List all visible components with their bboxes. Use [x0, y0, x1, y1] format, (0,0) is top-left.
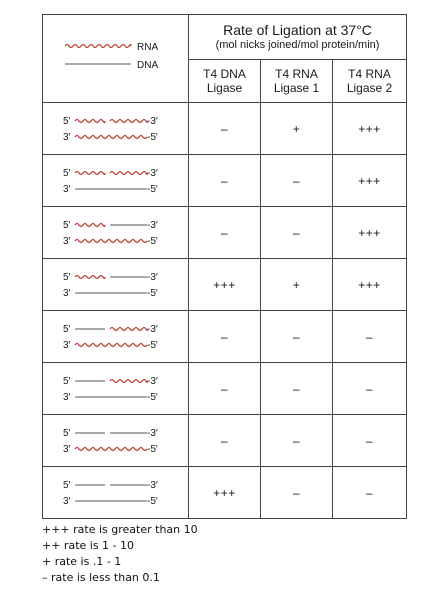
rate-key-line: ++ rate is 1 - 10 — [42, 539, 135, 552]
top-3prime-label: -3′ — [146, 167, 158, 179]
top-strand-segment-left — [75, 119, 105, 122]
table-row — [43, 363, 407, 415]
top-3prime-label: -3′ — [146, 427, 158, 439]
t4-rna-ligase-2-rate: – — [333, 467, 407, 519]
top-strand-segment-left — [75, 171, 105, 174]
duplex-diagram-cell — [43, 311, 189, 363]
t4-rna-ligase-2-rate: – — [333, 311, 407, 363]
duplex-diagram-cell — [43, 155, 189, 207]
bottom-5prime-label: -5′ — [146, 391, 158, 403]
top-strand-segment-left — [75, 275, 105, 278]
strand-legend — [43, 15, 189, 103]
table-body — [43, 103, 407, 519]
t4-dna-ligase-rate: – — [189, 363, 261, 415]
bottom-5prime-label: -5′ — [146, 443, 158, 455]
top-3prime-label: -3′ — [146, 323, 158, 335]
bottom-5prime-label: -5′ — [146, 131, 158, 143]
t4-dna-ligase-rate: +++ — [189, 467, 261, 519]
top-strand-segment-right — [110, 379, 147, 382]
duplex-diagram-cell — [43, 103, 189, 155]
t4-rna-ligase-1-rate: – — [261, 363, 333, 415]
t4-dna-ligase-rate: – — [189, 103, 261, 155]
rate-key — [42, 522, 198, 586]
t4-rna-ligase-1-rate: – — [261, 467, 333, 519]
t4-dna-ligase-rate: – — [189, 155, 261, 207]
t4-rna-ligase-1-rate: – — [261, 207, 333, 259]
bottom-strand — [75, 447, 147, 450]
table-row — [43, 415, 407, 467]
top-3prime-label: -3′ — [146, 375, 158, 387]
subtitle-text: (mol nicks joined/mol protein/min) — [215, 39, 380, 51]
bottom-5prime-label: -5′ — [146, 183, 158, 195]
t4-rna-ligase-1-rate: – — [261, 415, 333, 467]
title-text: Rate of Ligation at 37°C — [223, 22, 372, 38]
duplex-diagram — [61, 424, 171, 458]
top-5prime-label: 5′ — [62, 323, 70, 335]
top-5prime-label: 5′ — [62, 427, 70, 439]
t4-rna-ligase-2-rate: +++ — [333, 103, 407, 155]
t4-rna-ligase-1-rate: – — [261, 311, 333, 363]
top-3prime-label: -3′ — [146, 115, 158, 127]
table-row — [43, 311, 407, 363]
legend-rna-line — [65, 45, 131, 48]
top-5prime-label: 5′ — [62, 167, 70, 179]
duplex-diagram — [61, 268, 171, 302]
duplex-diagram-cell — [43, 467, 189, 519]
top-strand-segment-right — [110, 119, 147, 122]
table-row — [43, 207, 407, 259]
bottom-5prime-label: -5′ — [146, 339, 158, 351]
top-5prime-label: 5′ — [62, 115, 70, 127]
table-row — [43, 259, 407, 311]
duplex-diagram — [61, 216, 171, 250]
col-header-line2: Ligase — [206, 81, 243, 95]
duplex-diagram-cell — [43, 363, 189, 415]
duplex-diagram — [61, 164, 171, 198]
bottom-strand — [75, 239, 147, 242]
t4-rna-ligase-1-rate: – — [261, 155, 333, 207]
legend-svg — [61, 36, 171, 76]
bottom-5prime-label: -5′ — [146, 235, 158, 247]
legend-dna-label: DNA — [136, 60, 158, 71]
t4-dna-ligase-rate: – — [189, 415, 261, 467]
bottom-3prime-label: 3′ — [62, 339, 70, 351]
t4-rna-ligase-1-rate: + — [261, 259, 333, 311]
rate-key-line: +++ rate is greater than 10 — [42, 523, 198, 536]
duplex-diagram — [61, 372, 171, 406]
bottom-3prime-label: 3′ — [62, 391, 70, 403]
col-header-t4-rna-ligase-1 — [261, 60, 333, 103]
top-3prime-label: -3′ — [146, 271, 158, 283]
bottom-3prime-label: 3′ — [62, 495, 70, 507]
col-header-t4-dna-ligase — [189, 60, 261, 103]
duplex-diagram — [61, 320, 171, 354]
top-5prime-label: 5′ — [62, 375, 70, 387]
duplex-diagram-cell — [43, 415, 189, 467]
t4-rna-ligase-2-rate: +++ — [333, 259, 407, 311]
rate-key-line: – rate is less than 0.1 — [42, 571, 160, 584]
top-strand-segment-right — [110, 327, 147, 330]
bottom-3prime-label: 3′ — [62, 235, 70, 247]
legend-rna-label: RNA — [136, 42, 158, 53]
t4-rna-ligase-1-rate: + — [261, 103, 333, 155]
t4-rna-ligase-2-rate: – — [333, 363, 407, 415]
ligation-table — [42, 14, 407, 519]
top-5prime-label: 5′ — [62, 219, 70, 231]
t4-dna-ligase-rate: +++ — [189, 259, 261, 311]
duplex-diagram — [61, 476, 171, 510]
bottom-3prime-label: 3′ — [62, 443, 70, 455]
bottom-5prime-label: -5′ — [146, 495, 158, 507]
bottom-strand — [75, 135, 147, 138]
bottom-5prime-label: -5′ — [146, 287, 158, 299]
table-title — [189, 15, 407, 60]
col-header-line1: T4 RNA — [348, 67, 391, 81]
col-header-t4-rna-ligase-2 — [333, 60, 407, 103]
t4-rna-ligase-2-rate: +++ — [333, 207, 407, 259]
top-3prime-label: -3′ — [146, 219, 158, 231]
t4-rna-ligase-2-rate: +++ — [333, 155, 407, 207]
rate-key-line: + rate is .1 - 1 — [42, 555, 122, 568]
t4-rna-ligase-2-rate: – — [333, 415, 407, 467]
table-row — [43, 155, 407, 207]
col-header-line2: Ligase 2 — [346, 81, 393, 95]
duplex-diagram — [61, 112, 171, 146]
duplex-diagram-cell — [43, 207, 189, 259]
t4-dna-ligase-rate: – — [189, 207, 261, 259]
top-5prime-label: 5′ — [62, 271, 70, 283]
bottom-3prime-label: 3′ — [62, 183, 70, 195]
col-header-line1: T4 DNA — [203, 67, 246, 81]
top-strand-segment-right — [110, 171, 147, 174]
bottom-3prime-label: 3′ — [62, 131, 70, 143]
col-header-line1: T4 RNA — [275, 67, 318, 81]
bottom-strand — [75, 343, 147, 346]
top-5prime-label: 5′ — [62, 479, 70, 491]
col-header-line2: Ligase 1 — [273, 81, 320, 95]
t4-dna-ligase-rate: – — [189, 311, 261, 363]
top-strand-segment-left — [75, 223, 105, 226]
top-3prime-label: -3′ — [146, 479, 158, 491]
table-row — [43, 467, 407, 519]
duplex-diagram-cell — [43, 259, 189, 311]
table-row — [43, 103, 407, 155]
bottom-3prime-label: 3′ — [62, 287, 70, 299]
